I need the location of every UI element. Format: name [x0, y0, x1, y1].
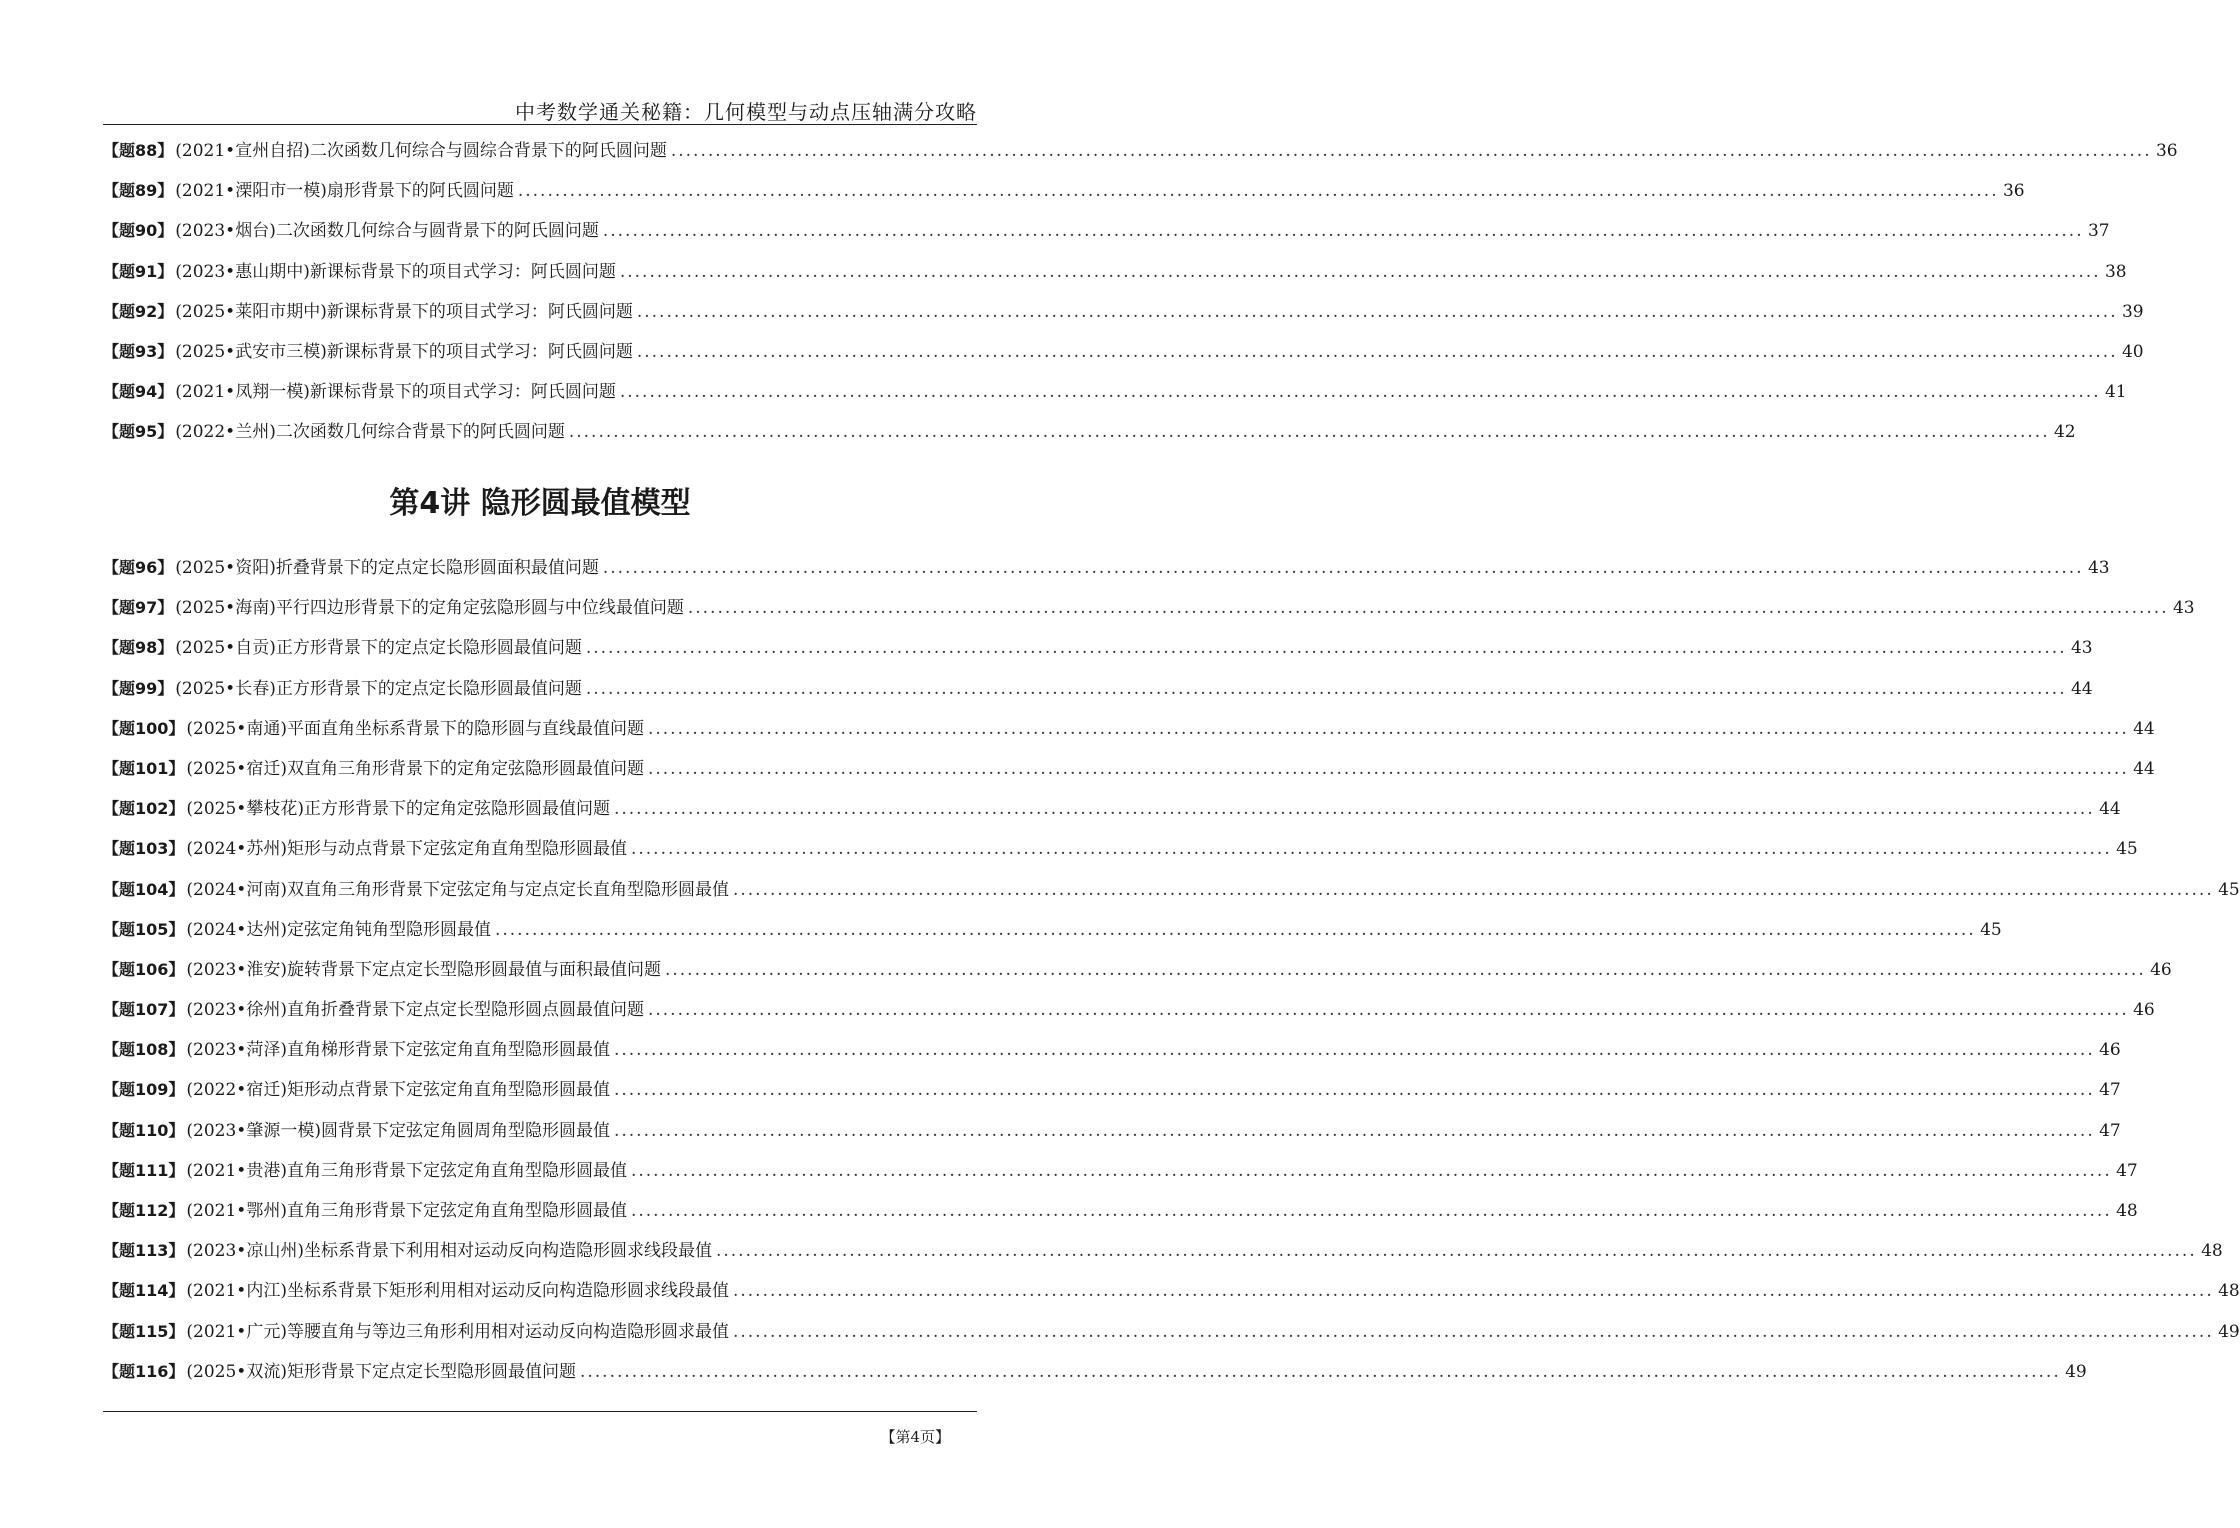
toc-dot-leader: ........................................................................................................................................................................................................ — [568, 422, 2050, 443]
toc-dot-leader: ........................................................................................................................................................................................................ — [732, 1281, 2214, 1302]
running-header: 中考数学通关秘籍：几何模型与动点压轴满分攻略 — [515, 100, 977, 124]
toc-entry[interactable] — [103, 175, 2025, 215]
footer-divider — [103, 1411, 977, 1412]
toc-entry-title: (2025•莱阳市期中)新课标背景下的项目式学习：阿氏圆问题 — [175, 301, 633, 322]
toc-entry-label: 【题103】 — [103, 839, 185, 859]
toc-entry-label: 【题99】 — [103, 678, 174, 698]
toc-entry-title: (2021•凤翔一模)新课标背景下的项目式学习：阿氏圆问题 — [175, 382, 616, 403]
toc-dot-leader: ........................................................................................................................................................................................................ — [715, 1241, 2197, 1262]
toc-entry-title: (2021•贵港)直角三角形背景下定弦定角直角型隐形圆最值 — [186, 1160, 627, 1181]
toc-dot-leader: ........................................................................................................................................................................................................ — [732, 1321, 2214, 1342]
toc-entry-page: 45 — [2116, 839, 2138, 860]
toc-entry-label: 【题104】 — [103, 879, 185, 899]
toc-dot-leader: ........................................................................................................................................................................................................ — [647, 1000, 2129, 1021]
toc-entry-page: 43 — [2087, 558, 2110, 578]
toc-entry-page: 38 — [2104, 261, 2127, 282]
toc-dot-leader: ........................................................................................................................................................................................................ — [585, 638, 2067, 659]
toc-entry-page: 41 — [2104, 382, 2127, 403]
toc-entry-page: 49 — [2218, 1321, 2240, 1342]
toc-entry-page: 45 — [1980, 919, 2002, 940]
toc-dot-leader: ........................................................................................................................................................................................................ — [613, 799, 2095, 820]
toc-entry-title: (2023•肇源一模)圆背景下定弦定角圆周角型隐形圆最值 — [186, 1120, 610, 1141]
toc-entry-label: 【题88】 — [103, 141, 174, 160]
toc-entry-label: 【题111】 — [103, 1160, 185, 1180]
toc-entry-label: 【题102】 — [103, 799, 185, 819]
toc-entry-label: 【题115】 — [103, 1321, 185, 1341]
toc-dot-leader: ........................................................................................................................................................................................................ — [630, 1160, 2112, 1181]
toc-entry-label: 【题90】 — [103, 221, 174, 241]
toc-entry-title: (2025•海南)平行四边形背景下的定角定弦隐形圆与中位线最值问题 — [175, 598, 684, 619]
toc-dot-leader: ........................................................................................................................................................................................................ — [636, 341, 2118, 362]
toc-entry-label: 【题89】 — [103, 181, 174, 201]
toc-entry-label: 【题108】 — [103, 1040, 185, 1060]
toc-entry-page: 43 — [2172, 598, 2195, 619]
toc-entry-title: (2023•烟台)二次函数几何综合与圆背景下的阿氏圆问题 — [175, 221, 599, 242]
toc-entry[interactable] — [103, 1074, 2121, 1114]
toc-entry-label: 【题113】 — [103, 1241, 185, 1261]
toc-entry[interactable] — [103, 914, 2002, 954]
toc-entry[interactable] — [103, 552, 2110, 592]
toc-dot-leader: ........................................................................................................................................................................................................ — [517, 181, 1999, 202]
toc-dot-leader: ........................................................................................................................................................................................................ — [647, 718, 2129, 739]
toc-entry-title: (2021•内江)坐标系背景下矩形利用相对运动反向构造隐形圆求线段最值 — [186, 1281, 729, 1302]
toc-entry-page: 40 — [2121, 341, 2144, 362]
toc-entry[interactable] — [103, 336, 2144, 376]
toc-entry-title: (2025•资阳)折叠背景下的定点定长隐形圆面积最值问题 — [175, 558, 599, 578]
toc-entry-label: 【题92】 — [103, 301, 174, 321]
toc-dot-leader: ........................................................................................................................................................................................................ — [664, 959, 2146, 980]
toc-entry-page: 42 — [2053, 422, 2076, 443]
toc-entry[interactable] — [103, 592, 2195, 632]
page-number: 【第4页】 — [880, 1428, 950, 1446]
toc-entry-title: (2022•兰州)二次函数几何综合背景下的阿氏圆问题 — [175, 422, 565, 443]
toc-entry-label: 【题97】 — [103, 598, 174, 618]
toc-dot-leader: ........................................................................................................................................................................................................ — [602, 558, 2084, 578]
toc-entry-label: 【题105】 — [103, 919, 185, 939]
toc-entry-title: (2023•徐州)直角折叠背景下定点定长型隐形圆点圆最值问题 — [186, 1000, 644, 1021]
toc-entry-title: (2025•长春)正方形背景下的定点定长隐形圆最值问题 — [175, 678, 582, 699]
toc-dot-leader: ........................................................................................................................................................................................................ — [630, 839, 2112, 860]
toc-entry-title: (2023•惠山期中)新课标背景下的项目式学习：阿氏圆问题 — [175, 261, 616, 282]
toc-dot-leader: ........................................................................................................................................................................................................ — [619, 261, 2101, 282]
toc-entry-page: 39 — [2121, 301, 2144, 322]
toc-entry-page: 44 — [2133, 758, 2155, 779]
toc-entry-page: 45 — [2218, 879, 2240, 900]
toc-entry[interactable] — [103, 416, 2076, 456]
toc-entry-label: 【题96】 — [103, 558, 174, 577]
toc-entry-title: (2021•广元)等腰直角与等边三角形利用相对运动反向构造隐形圆求最值 — [186, 1321, 729, 1342]
toc-dot-leader: ........................................................................................................................................................................................................ — [494, 919, 1976, 940]
toc-dot-leader: ........................................................................................................................................................................................................ — [602, 221, 2084, 242]
toc-entry[interactable] — [103, 954, 2172, 994]
toc-entry-page: 44 — [2133, 718, 2155, 739]
toc-dot-leader: ........................................................................................................................................................................................................ — [613, 1120, 2095, 1141]
toc-list-section-4 — [103, 552, 2240, 1396]
toc-entry[interactable] — [103, 1275, 2240, 1315]
toc-entry-title: (2021•宣州自招)二次函数几何综合与圆综合背景下的阿氏圆问题 — [175, 141, 667, 161]
toc-entry-title: (2025•攀枝花)正方形背景下的定角定弦隐形圆最值问题 — [186, 799, 610, 820]
toc-dot-leader: ........................................................................................................................................................................................................ — [579, 1361, 2061, 1382]
toc-entry[interactable] — [103, 673, 2093, 713]
header-divider — [103, 124, 977, 125]
toc-entry-title: (2024•苏州)矩形与动点背景下定弦定角直角型隐形圆最值 — [186, 839, 627, 860]
toc-entry-title: (2021•鄂州)直角三角形背景下定弦定角直角型隐形圆最值 — [186, 1201, 627, 1221]
toc-entry-page: 44 — [2099, 799, 2121, 820]
toc-entry-page: 49 — [2065, 1361, 2087, 1382]
toc-entry[interactable] — [103, 1195, 2138, 1235]
toc-entry-page: 46 — [2150, 959, 2172, 980]
toc-entry-label: 【题91】 — [103, 261, 174, 281]
toc-entry-title: (2023•淮安)旋转背景下定点定长型隐形圆最值与面积最值问题 — [186, 959, 661, 980]
section-title: 第4讲 隐形圆最值模型 — [389, 486, 691, 521]
toc-entry[interactable] — [103, 793, 2121, 833]
toc-entry-title: (2021•溧阳市一模)扇形背景下的阿氏圆问题 — [175, 181, 514, 202]
toc-entry[interactable] — [103, 1155, 2138, 1195]
toc-dot-leader: ........................................................................................................................................................................................................ — [585, 678, 2067, 699]
toc-entry-page: 47 — [2099, 1120, 2121, 1141]
toc-entry-label: 【题112】 — [103, 1201, 185, 1220]
toc-dot-leader: ........................................................................................................................................................................................................ — [619, 382, 2101, 403]
toc-entry[interactable] — [103, 994, 2155, 1034]
toc-entry-label: 【题98】 — [103, 638, 174, 658]
toc-dot-leader: ........................................................................................................................................................................................................ — [670, 141, 2152, 161]
toc-entry[interactable] — [103, 1356, 2087, 1396]
toc-entry-page: 48 — [2116, 1201, 2138, 1221]
toc-entry-page: 36 — [2002, 181, 2025, 202]
toc-entry[interactable] — [103, 1235, 2223, 1275]
toc-entry-label: 【题106】 — [103, 959, 185, 979]
toc-entry[interactable] — [103, 713, 2155, 753]
toc-entry-label: 【题110】 — [103, 1120, 185, 1140]
toc-entry-label: 【题116】 — [103, 1361, 185, 1381]
toc-entry-label: 【题107】 — [103, 1000, 185, 1020]
toc-entry-label: 【题100】 — [103, 718, 185, 738]
toc-dot-leader: ........................................................................................................................................................................................................ — [630, 1201, 2112, 1221]
toc-entry-title: (2025•武安市三模)新课标背景下的项目式学习：阿氏圆问题 — [175, 341, 633, 362]
toc-entry-page: 37 — [2087, 221, 2110, 242]
toc-entry[interactable] — [103, 135, 2178, 175]
toc-entry[interactable] — [103, 833, 2138, 873]
toc-list-previous-section — [103, 135, 2178, 457]
toc-entry[interactable] — [103, 874, 2240, 914]
toc-entry-title: (2025•双流)矩形背景下定点定长型隐形圆最值问题 — [186, 1361, 576, 1382]
toc-entry-title: (2025•自贡)正方形背景下的定点定长隐形圆最值问题 — [175, 638, 582, 659]
toc-entry-page: 36 — [2155, 141, 2178, 161]
toc-dot-leader: ........................................................................................................................................................................................................ — [647, 758, 2129, 779]
toc-entry-label: 【题101】 — [103, 758, 185, 778]
toc-entry-page: 43 — [2070, 638, 2093, 659]
toc-entry[interactable] — [103, 632, 2093, 672]
toc-entry-label: 【题94】 — [103, 382, 174, 402]
toc-entry-label: 【题109】 — [103, 1080, 185, 1100]
toc-entry[interactable] — [103, 376, 2127, 416]
toc-entry-page: 48 — [2218, 1281, 2240, 1302]
toc-entry[interactable] — [103, 1316, 2240, 1356]
toc-dot-leader: ........................................................................................................................................................................................................ — [687, 598, 2169, 619]
toc-entry-label: 【题95】 — [103, 422, 174, 442]
toc-entry-label: 【题93】 — [103, 341, 174, 361]
toc-entry-page: 46 — [2133, 1000, 2155, 1021]
toc-entry-label: 【题114】 — [103, 1281, 185, 1301]
toc-entry-page: 44 — [2070, 678, 2093, 699]
toc-entry[interactable] — [103, 256, 2127, 296]
toc-entry-page: 47 — [2116, 1160, 2138, 1181]
toc-entry-page: 48 — [2201, 1241, 2223, 1262]
toc-entry[interactable] — [103, 753, 2155, 793]
toc-entry-page: 47 — [2099, 1080, 2121, 1101]
toc-dot-leader: ........................................................................................................................................................................................................ — [732, 879, 2214, 900]
toc-entry-title: (2022•宿迁)矩形动点背景下定弦定角直角型隐形圆最值 — [186, 1080, 610, 1101]
toc-dot-leader: ........................................................................................................................................................................................................ — [636, 301, 2118, 322]
toc-entry-title: (2025•宿迁)双直角三角形背景下的定角定弦隐形圆最值问题 — [186, 758, 644, 779]
toc-dot-leader: ........................................................................................................................................................................................................ — [613, 1080, 2095, 1101]
toc-entry-title: (2024•达州)定弦定角钝角型隐形圆最值 — [186, 919, 491, 940]
toc-entry-title: (2025•南通)平面直角坐标系背景下的隐形圆与直线最值问题 — [186, 718, 644, 739]
toc-entry[interactable] — [103, 1115, 2121, 1155]
toc-entry[interactable] — [103, 296, 2144, 336]
toc-dot-leader: ........................................................................................................................................................................................................ — [613, 1040, 2095, 1061]
toc-entry[interactable] — [103, 215, 2110, 255]
toc-entry-title: (2023•菏泽)直角梯形背景下定弦定角直角型隐形圆最值 — [186, 1040, 610, 1061]
toc-entry[interactable] — [103, 1034, 2121, 1074]
toc-entry-page: 46 — [2099, 1040, 2121, 1061]
toc-entry-title: (2024•河南)双直角三角形背景下定弦定角与定点定长直角型隐形圆最值 — [186, 879, 729, 900]
toc-entry-title: (2023•凉山州)坐标系背景下利用相对运动反向构造隐形圆求线段最值 — [186, 1241, 712, 1262]
